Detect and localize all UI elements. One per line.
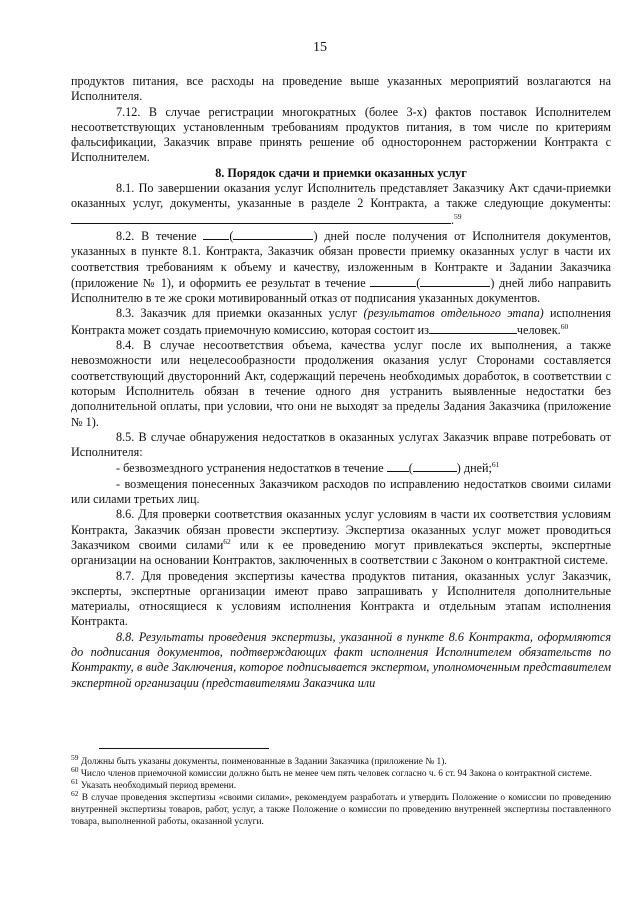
p82-text-e: ) дней либо направить Исполнителю в те же сроки мотивированный отказ от подписания указанных документов. (71, 275, 611, 306)
paragraph-8-3 (71, 306, 611, 338)
document-body (71, 74, 611, 691)
p83-italic: (результатов отдельного этапа) (363, 306, 544, 321)
p85-b1-end: ) дней; (456, 461, 492, 476)
paragraph-8-5-item-1 (71, 460, 611, 476)
paragraph-8-2 (71, 228, 611, 306)
p83-text-c: исполнения Контракта может создать приемочную комиссию, которая состоит из (71, 306, 612, 337)
blank-field (429, 322, 517, 334)
paragraph-8-7: 8.7. Для проведения экспертизы качества продуктов питания, оказанных услуг Заказчик, эксперты, экспертные организации имеют право запрашивать у Исполнителя дополнительные материалы, относящиеся к условиям исполнения Контракта и отдельным этапам исполнения Контракта. (71, 568, 611, 629)
footnote-text: Должны быть указаны документы, поименованные в Задании Заказчика (приложение № 1). (80, 757, 447, 767)
footnote-separator (99, 748, 269, 749)
page-number: 15 (313, 40, 327, 55)
blank-field (71, 212, 451, 224)
paragraph-8-1 (71, 181, 611, 228)
p86-text-a: 8.6. Для проверки соответствия оказанных услуг условиям в части их соответствия условиям Контракта, Заказчик обязан провести экспертизу. Экспертиза оказанных услуг может проводиться Заказчиком своими силами (71, 507, 611, 552)
footnote-text: Указать необходимый период времени. (80, 781, 237, 791)
footnote-num: 62 (71, 788, 79, 798)
p82-text-c: ) дней после получения от Исполнителя документов, указанных в пункте 8.1. Контракта, Заказчик обязан провести приемку оказанных услуг в части их соответствия требованиям к объему и качеству, изложенным в Контракте и Задании Заказчика (приложение № 1), и оформить ее результат в течение (71, 228, 611, 290)
p82-paren: ( (229, 228, 234, 243)
blank-field (420, 275, 490, 287)
blank-field (233, 228, 313, 240)
footnote-num: 59 (71, 752, 79, 762)
paragraph-8-8: 8.8. Результаты проведения экспертизы, указанной в пункте 8.6 Контракта, оформляются до подписания документов, подтверждающих факт исполнения Исполнителем обязательств по Контракту, в виде Заключения, которое подписывается экспертом, уполномоченным представителем экспертной организации (представителями Заказчика или (71, 629, 611, 690)
p85-b1-text: - безвозмездного устранения недостатков в течение (116, 461, 384, 476)
section-heading: 8. Порядок сдачи и приемки оказанных услуг (215, 165, 467, 180)
footnote-ref-62: 62 (223, 536, 231, 546)
footnote-59 (71, 752, 611, 768)
blank-field (413, 460, 457, 472)
blank-field (370, 275, 416, 287)
footnote-num: 60 (71, 764, 79, 774)
p85-b1-paren: ( (408, 461, 413, 476)
paragraph-7-12: 7.12. В случае регистрации многократных (более 3-х) фактов поставок Исполнителем несоответствующих установленным требованиям продуктов питания, в том числе по критериям фальсификации, Заказчик вправе принять решение об одностороннем расторжении Контракта с Исполнителем. (71, 104, 611, 165)
footnote-num: 61 (71, 776, 79, 786)
paragraph-8-6 (71, 507, 611, 568)
p83-text-a: 8.3. Заказчик для приемки оказанных услуг (116, 306, 358, 321)
p82-paren-2: ( (416, 275, 421, 290)
p83-text-d: человек. (516, 322, 561, 337)
p81-dot: . (451, 212, 455, 227)
p82-text-a: 8.2. В течение (116, 228, 197, 243)
paragraph-continuation: продуктов питания, все расходы на проведение выше указанных мероприятий возлагаются на Исполнителя. (71, 74, 611, 104)
paragraph-8-5: 8.5. В случае обнаружения недостатков в оказанных услугах Заказчик вправе потребовать от Исполнителя: (71, 429, 611, 460)
footnote-ref-61: 61 (491, 460, 500, 470)
blank-field (203, 228, 229, 240)
paragraph-8-4: 8.4. В случае несоответствия объема, качества услуг после их выполнения, а также невозможности или нецелесообразности продолжения оказания услуг Сторонами составляется соответствующий двусторонний Акт, содержащий перечень необходимых доработок, в соответствии с которым Исполнитель обязан в течение одного дня устранить выявленные недостатки без дополнительной оплаты, при условии, что они не выходят за пределы Задания Заказчика (приложение № 1). (71, 338, 611, 429)
p81-text: 8.1. По завершении оказания услуг Исполнитель представляет Заказчику Акт сдачи-приемки оказанных услуг, документы, указанные в разделе 2 Контракта, а также следующие документы: (71, 181, 611, 211)
paragraph-8-5-item-2: - возмещения понесенных Заказчиком расходов по исправлению недостатков своими силами или силами третьих лиц. (71, 476, 611, 507)
footnote-61 (71, 776, 611, 792)
footnote-62 (71, 788, 612, 828)
p86-text-b: или к ее проведению могут привлекаться эксперты, экспертные организации на основании Контрактов, заключенных в соответствии с Законом о контрактной системе. (71, 537, 611, 568)
blank-field (387, 460, 409, 472)
footnote-text: Число членов приемочной комиссии должно быть не менее чем пять человек согласно ч. 6 ст. 94 Закона о контрактной системе. (80, 769, 592, 779)
footnote-ref-60: 60 (560, 321, 569, 331)
footnotes (71, 752, 612, 828)
footnote-text: В случае проведения экспертизы «своими силами», рекомендуем разработать и утвердить Положение о комиссии по проведению внутренней экспертизы товаров, работ, услуг, а также Положение о комиссии по проведению внутренней экспертизы поставленного товара, выполненной работы, оказанной услуги. (71, 793, 612, 827)
footnote-60 (71, 764, 611, 780)
footnote-ref-59: 59 (454, 211, 462, 221)
